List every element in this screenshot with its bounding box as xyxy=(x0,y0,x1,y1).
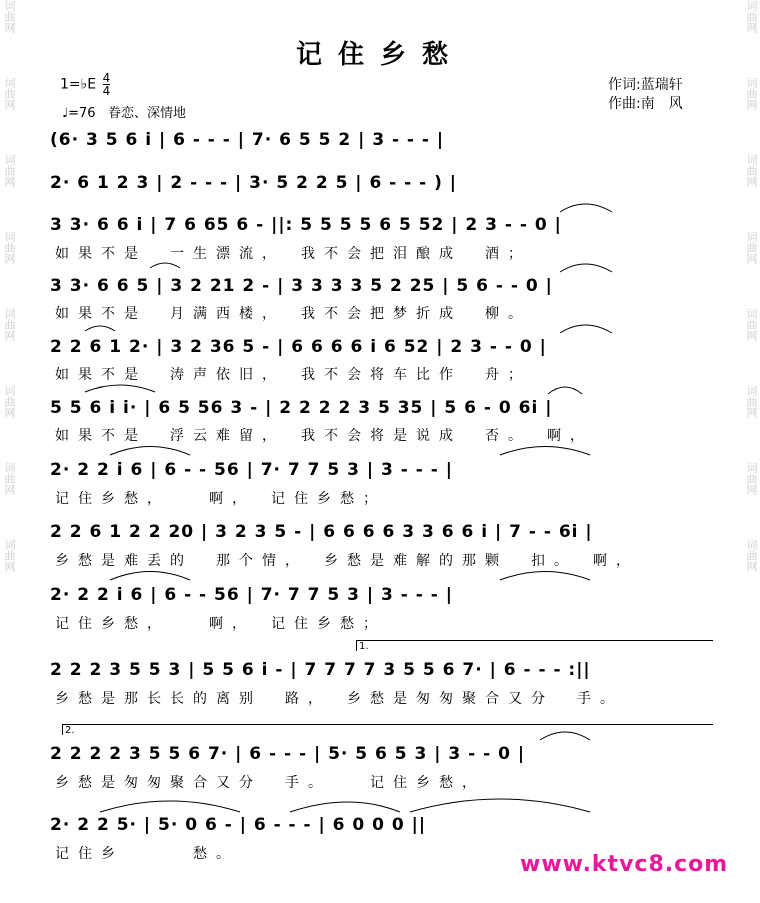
notation-line-10: 2 2 2 3 5 5 3 | 5 5 6 i - | 7 7 7 7 3 5 5 6 7· | 6 - - - :|| xyxy=(50,660,591,680)
quarter-note-icon: ♩ xyxy=(62,106,69,121)
website-brand: www.ktvc8.com xyxy=(520,852,729,877)
time-top: 4 xyxy=(102,71,111,85)
watermark-text: 词曲网 xyxy=(3,77,16,110)
slur xyxy=(150,263,180,268)
slur xyxy=(110,572,190,581)
notation-line-4: 3 3· 6 6 5 | 3 2 21 2 - | 3 3 3 3 5 2 25 | 5 6 - - 0 | xyxy=(50,276,553,296)
lyric-line-5: 如果不是 涛声依旧， 我不会将车比作 舟； xyxy=(55,367,531,383)
slur xyxy=(500,572,590,581)
lyric-line-7: 记住乡愁， 啊， 记住乡愁； xyxy=(55,491,386,507)
slur xyxy=(85,326,115,331)
notation-line-3: 3 3· 6 6 i | 7 6 65 6 - ||: 5 5 5 5 6 5 52 | 2 3 - - 0 | xyxy=(50,215,562,235)
notation-line-12: 2· 2 2 5· | 5· 0 6 - | 6 - - - | 6 0 0 0 || xyxy=(50,815,427,835)
notation-line-6: 5 5 6 i i· | 6 5 56 3 - | 2 2 2 2 3 5 35 | 5 6 - 0 6i | xyxy=(50,398,553,418)
lyric-line-4: 如果不是 月满西楼， 我不会把梦折成 柳。 xyxy=(55,306,531,322)
notation-line-9: 2· 2 2 i 6 | 6 - - 56 | 7· 7 7 5 3 | 3 - - - | xyxy=(50,585,453,605)
slur xyxy=(110,447,190,456)
flat-symbol: ♭ xyxy=(80,76,88,93)
time-bottom: 4 xyxy=(102,84,111,98)
slur xyxy=(410,799,590,812)
lyric-line-6: 如果不是 浮云难留， 我不会将是说成 否。 啊， xyxy=(55,428,593,444)
watermark-text: 词曲网 xyxy=(745,154,758,187)
slur xyxy=(560,264,612,272)
slur xyxy=(85,385,155,392)
key-prefix: 1= xyxy=(60,76,81,93)
notation-line-1: (6· 3 5 6 i | 6 - - - | 7· 6 5 5 2 | 3 - - - | xyxy=(50,130,445,150)
tempo-mood: 眷恋、深情地 xyxy=(107,106,186,121)
slur xyxy=(540,732,590,740)
watermark-text: 词曲网 xyxy=(3,539,16,572)
watermark-text: 词曲网 xyxy=(745,539,758,572)
watermark-text: 词曲网 xyxy=(3,308,16,341)
slur xyxy=(290,802,400,812)
notation-line-8: 2 2 6 1 2 2 20 | 3 2 3 5 - | 6 6 6 6 3 3 6 6 i | 7 - - 6i | xyxy=(50,522,593,542)
slur xyxy=(500,447,590,456)
lyric-line-8: 乡愁是难丢的 那个情， 乡愁是难解的那颗 扣。 啊， xyxy=(55,553,639,569)
watermark-text: 词曲网 xyxy=(3,154,16,187)
second-ending-bracket: 2. xyxy=(62,724,713,735)
watermark-text: 词曲网 xyxy=(745,385,758,418)
key-note: E xyxy=(87,76,97,93)
lyric-line-10: 乡愁是那长长的离别 路， 乡愁是匆匆聚合又分 手。 xyxy=(55,691,623,707)
composer: 作曲:南 风 xyxy=(608,96,683,112)
watermark-text: 词曲网 xyxy=(745,231,758,264)
song-title: 记住乡愁 xyxy=(295,40,464,70)
slur xyxy=(560,325,612,333)
watermark-text: 词曲网 xyxy=(745,0,758,33)
lyric-line-3: 如果不是 一生漂流， 我不会把泪酿成 酒； xyxy=(55,246,531,262)
watermark-text: 词曲网 xyxy=(3,231,16,264)
watermark-text: 词曲网 xyxy=(3,462,16,495)
lyric-line-11: 乡愁是匆匆聚合又分 手。 记住乡愁， xyxy=(55,775,485,791)
watermark-text: 词曲网 xyxy=(745,308,758,341)
lyric-line-12: 记住乡 愁。 xyxy=(55,846,239,862)
notation-line-7: 2· 2 2 i 6 | 6 - - 56 | 7· 7 7 5 3 | 3 - - - | xyxy=(50,460,453,480)
slur xyxy=(100,801,240,812)
watermark-text: 词曲网 xyxy=(745,77,758,110)
notation-line-2: 2· 6 1 2 3 | 2 - - - | 3· 5 2 2 5 | 6 - - - ) | xyxy=(50,173,458,193)
lyricist: 作词:蓝瑞轩 xyxy=(608,77,683,93)
notation-line-5: 2 2 6 1 2· | 3 2 36 5 - | 6 6 6 6 i 6 52 | 2 3 - - 0 | xyxy=(50,337,547,357)
slur xyxy=(560,204,612,212)
notation-line-11: 2 2 2 2 3 5 5 6 7· | 6 - - - | 5· 5 6 5 3 | 3 - - 0 | xyxy=(50,744,526,764)
tempo-bpm: =76 xyxy=(68,106,96,121)
first-ending-bracket: 1. xyxy=(356,640,713,651)
watermark-text: 词曲网 xyxy=(3,0,16,33)
watermark-text: 词曲网 xyxy=(3,385,16,418)
watermark-text: 词曲网 xyxy=(745,462,758,495)
slur xyxy=(548,387,582,394)
lyric-line-9: 记住乡愁， 啊， 记住乡愁； xyxy=(55,616,386,632)
